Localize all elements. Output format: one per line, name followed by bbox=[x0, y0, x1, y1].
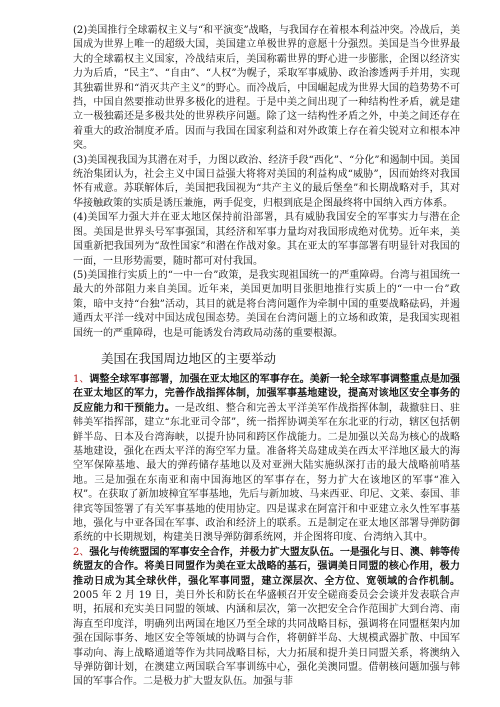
section-heading: 美国在我国周边地区的主要举动 bbox=[101, 350, 277, 366]
item-lead: 调整全球军事部署，加强在亚太地区的军事存在。美新一轮全球军事调整重点是加强在亚太地区的军力，完善作战指挥体制，加强军事基地建设，提高对该地区安全事务的反应能力和干预能力。 bbox=[73, 373, 460, 414]
item-lead: 强化与传统盟国的军事安全合作，并极力扩大盟友队伍。一是强化与日、澳、韩等传统盟友的合作。将美日同盟作为美在亚太战略的基石，强调美日同盟的核心作用，极力推动日成为其全球伙伴，强化军事同盟，建立深层次、全方位、宽领域的合作机制。 bbox=[73, 546, 460, 587]
paragraph-5: (5)美国推行实质上的“一中一台”政策，是我实现祖国统一的严重障碍。台湾与祖国统一最大的外部阻力来自美国。近年来，美国更加明目张胆地推行实质上的“一中一台”政策，暗中支持“台独”活动，其目的就是将台湾问题作为牵制中国的重要战略砝码，并遏通西太平洋一线对中国达成包围态势。美国在台湾问题上的立场和政策，是我国实现祖国统一的严重障碍，也是可能诱发台湾政局动荡的重要根源。 bbox=[73, 269, 460, 339]
item-number: 2、 bbox=[73, 546, 90, 558]
paragraph-4: (4)美国军力强大并在亚太地区保持前沿部署，具有威胁我国安全的军事实力与潜在企图。美国是世界头号军事强国，其经济和军事力量均对我国形成绝对优势。近年来，美国重新把我国列为“敌性国家”和潜在作战对象。其在亚太的军事部署有明显针对我国的一面，一旦形势需要，随时都可对付我国。 bbox=[73, 212, 460, 267]
item-body: 2005 年 2 月 19 日，美日外长和防长在华盛顿召开安全磋商委员会会谈并发表联合声明，拓展和充实美日同盟的领域、内涵和层次，第一次把安全合作范围扩大到台湾、南海直至印度洋，明确列出两国在地区乃至全球的共同战略目标，强调将在同盟框架内加强在国际事务、地区安全等领域的协调与合作，将朝鲜半岛、大规模武器扩散、中国军事动向、海上战略通道等作为共同战略目标，大力拓展和提升美日同盟关系，将澳纳入导弹防御计划，在澳建立两国联合军事训练中心，强化美澳同盟。借朝核问题加强与韩国的军事合作。二是极力扩大盟友队伍。加强与菲 bbox=[73, 590, 460, 688]
item-number: 1、 bbox=[73, 373, 90, 385]
paragraph-2: (2)美国推行全球霸权主义与“和平演变”战略，与我国存在着根本利益冲突。冷战后，美国成为世界上唯一的超级大国，美国建立单极世界的意愿十分强烈。美国是当今世界最大的全球霸权主义国家，冷战结束后，美国称霸世界的野心进一步膨胀，企图以经济实力为后盾，“民主”、“自由”、“人权”为幌子，采取军事威胁、政治渗透两手并用，实现其独霸世界和“消灭共产主义”的野心。而冷战后，中国崛起成为世界大国的趋势势不可挡，中国自然要推动世界多极化的进程。于是中美之间出现了一种结构性矛盾，就是建立一极独霸还是多极共处的世界秩序问题。除了这一结构性矛盾之外，中美之间还存在着重大的政治制度矛盾。因而与我国在国家利益和对外政策上存在着尖锐对立和根本冲突。 bbox=[73, 25, 460, 152]
list-item bbox=[73, 373, 460, 546]
paragraph-3: (3)美国视我国为其潜在对手，力图以政治、经济手段“西化”、“分化”和遏制中国。美国统治集团认为，社会主义中国日益强大将将对美国的利益构成“威胁”，因而始终对我国怀有戒意。苏联解体后，美国把我国视为“共产主义的最后堡垒”和长期战略对手，其对华接触政策的实质是诱压兼施，两手促变，归根到底是企图最终将中国纳入西方体系。 bbox=[73, 154, 460, 209]
list-item bbox=[73, 546, 460, 690]
item-body: 一是改组、整合和完善太平洋美军作战指挥体制，裁撤驻日、驻韩美军指挥部，建立“东北亚司令部”，统一指挥协调美军在东北亚的行动，辖区包括朝鲜半岛、日本及台湾海峡，以提升协同和跨区作战能力。二是加强以关岛为核心的战略基地建设，强化在西太平洋的海空军力量。准备将关岛建成美在西太平洋地区最大的海空军保障基地、最大的弹药储存基地以及对亚洲大陆实施纵深打击的最大战略前哨基地。三是加强在东南亚和南中国海地区的军事存在，努力扩大在该地区的军事“准入权”。在获取了新加坡樟宜军事基地，先后与新加坡、马来西亚、印尼、文莱、泰国、菲律宾等国签署了有关军事基地的使用协定。四是谋求在阿富汗和中亚建立永久性军事基地，强化与中亚各国在军事、政治和经济上的联系。五是制定在亚太地区部署导弹防御系统的中长期规划，构建美日澳导弹防御系统网，并企图将印度、台湾纳入其中。 bbox=[73, 402, 461, 544]
